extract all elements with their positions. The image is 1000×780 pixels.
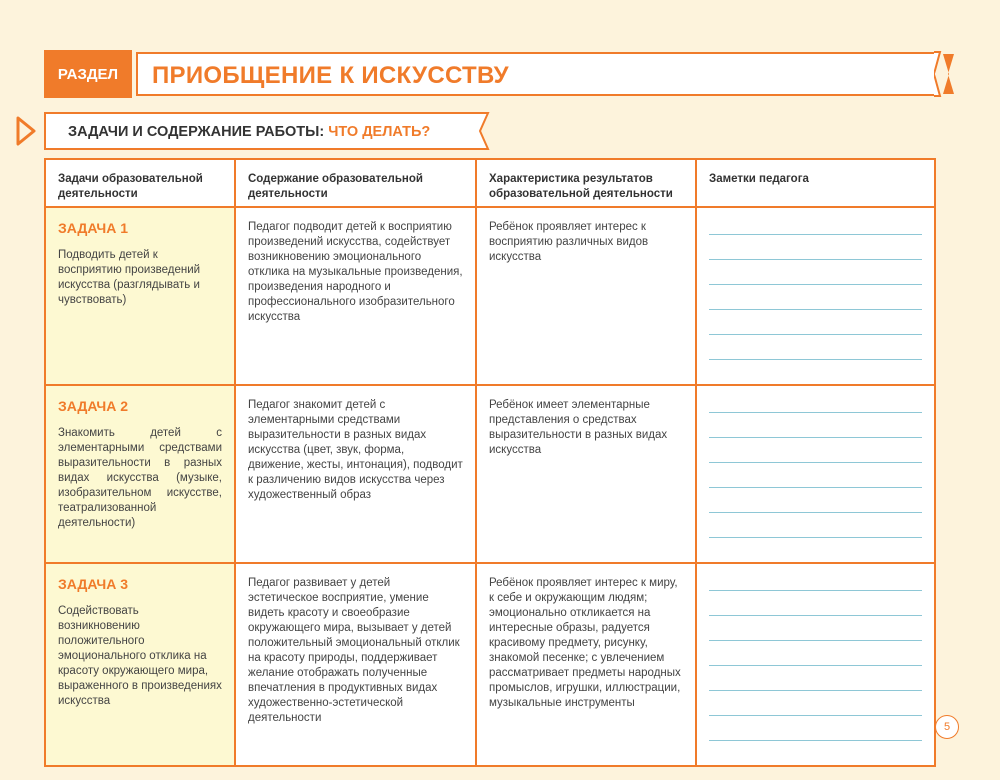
section-title-box	[136, 52, 936, 96]
ribbon-end-icon	[934, 50, 954, 98]
section-header	[44, 50, 952, 98]
header-results: Характеристика результатов образовательной деятельности	[476, 159, 696, 207]
task-cell	[45, 385, 235, 563]
note-line	[709, 309, 922, 310]
task-text: Подводить детей к восприятию произведений искусства (разглядывать и чувствовать)	[58, 249, 201, 306]
task-text: Знакомить детей с элементарными средствами выразительности в разных видах искусства (музыке, изобразительном искусстве, театрализованной деятельности)	[58, 427, 222, 529]
note-lines	[709, 398, 922, 538]
note-line	[709, 715, 922, 716]
note-line	[709, 234, 922, 235]
note-line	[709, 740, 922, 741]
note-line	[709, 487, 922, 488]
note-line	[709, 462, 922, 463]
task-label: ЗАДАЧА 3	[58, 576, 129, 592]
note-line	[709, 590, 922, 591]
header-tasks: Задачи образовательной деятельности	[45, 159, 235, 207]
note-lines	[709, 220, 922, 360]
play-arrow-icon	[16, 116, 38, 146]
notes-cell[interactable]	[696, 207, 935, 385]
table-row	[45, 563, 935, 766]
table-header-row	[45, 159, 935, 207]
result-cell: Ребёнок проявляет интерес к восприятию различных видов искусства	[476, 207, 696, 385]
notes-cell[interactable]	[696, 563, 935, 766]
note-line	[709, 690, 922, 691]
task-cell	[45, 207, 235, 385]
task-text: Содействовать возникновению положительного эмоционального отклика на красоту окружающего мира, выраженного в произведениях искусства	[58, 605, 222, 707]
section-title: ПРИОБЩЕНИЕ К ИСКУССТВУ	[152, 62, 509, 89]
note-line	[709, 437, 922, 438]
banner-notch-icon	[472, 112, 490, 150]
result-cell: Ребёнок имеет элементарные представления о средствах выразительности в разных видах искусства	[476, 385, 696, 563]
notes-cell[interactable]	[696, 385, 935, 563]
task-label: ЗАДАЧА 2	[58, 398, 129, 414]
note-line	[709, 412, 922, 413]
subheading-accent: ЧТО ДЕЛАТЬ?	[328, 124, 431, 140]
subheading	[44, 112, 490, 150]
note-line	[709, 259, 922, 260]
page-number: 5	[935, 715, 959, 739]
note-line	[709, 334, 922, 335]
header-notes: Заметки педагога	[696, 159, 935, 207]
subheading-box	[44, 112, 474, 150]
table-row	[45, 207, 935, 385]
note-line	[709, 640, 922, 641]
content-cell: Педагог развивает у детей эстетическое восприятие, умение видеть красоту и своеобразие окружающего мира, вызывает у детей положительный эмоциональный отклик на красоту природы, поддерживает желание отображать полученные впечатления в продуктивных видах художественно-эстетической деятельности	[235, 563, 476, 766]
tasks-table	[44, 158, 936, 767]
note-line	[709, 284, 922, 285]
note-line	[709, 665, 922, 666]
result-cell: Ребёнок проявляет интерес к миру, к себе и окружающим людям; эмоционально откликается на интересные образы, радуется красивому предмету, рисунку, знакомой песенке; с увлечением рассматривает предметы народных промыслов, игрушки, иллюстрации, музыкальные инструменты	[476, 563, 696, 766]
header-content: Содержание образовательной деятельности	[235, 159, 476, 207]
content-cell: Педагог подводит детей к восприятию произведений искусства, содействует возникновению эмоционального отклика на музыкальные произведения, произведения народного и профессионального изобразительного искусства	[235, 207, 476, 385]
note-line	[709, 359, 922, 360]
note-line	[709, 615, 922, 616]
section-badge: РАЗДЕЛ	[44, 50, 132, 98]
subheading-text	[68, 124, 430, 140]
task-cell	[45, 563, 235, 766]
note-line	[709, 512, 922, 513]
note-lines	[709, 576, 922, 741]
content-cell: Педагог знакомит детей с элементарными средствами выразительности в разных видах искусства (цвет, звук, форма, движение, жесты, интонация), подводит к различению видов искусства через художественный образ	[235, 385, 476, 563]
table-row	[45, 385, 935, 563]
task-label: ЗАДАЧА 1	[58, 220, 129, 236]
subheading-lead: ЗАДАЧИ И СОДЕРЖАНИЕ РАБОТЫ:	[68, 124, 325, 140]
note-line	[709, 537, 922, 538]
